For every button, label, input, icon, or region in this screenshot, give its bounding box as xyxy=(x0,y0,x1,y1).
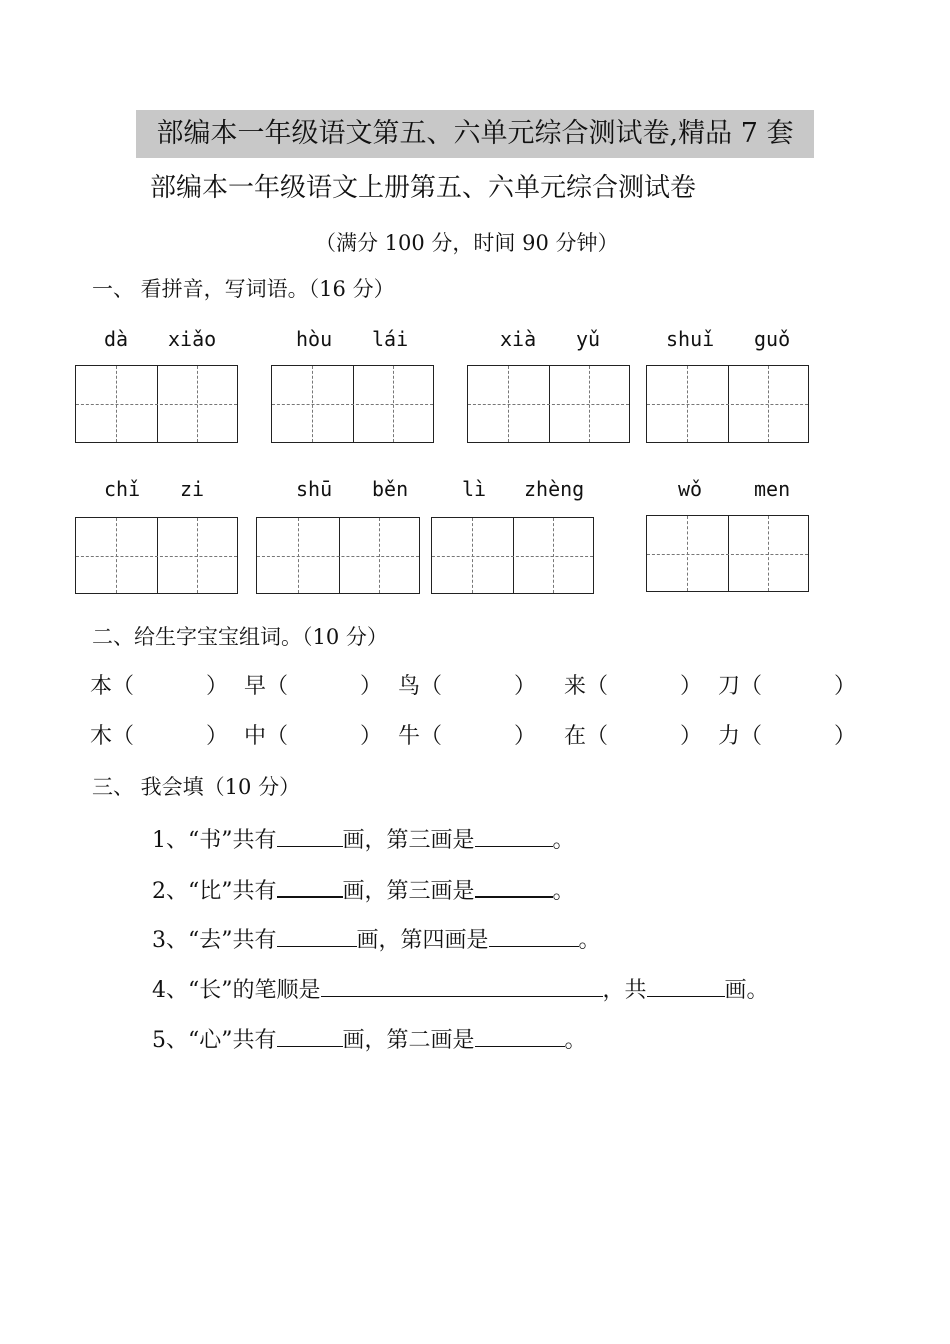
word-item: ） xyxy=(360,674,383,699)
fill-item-text: 。 xyxy=(552,879,575,904)
fill-item-text: 画，第四画是 xyxy=(356,928,489,953)
word-item: ） xyxy=(680,724,703,749)
fill-item-text: 4、“长”的笔顺是 xyxy=(152,978,321,1003)
answer-blank[interactable] xyxy=(647,972,725,997)
fill-item-text: 3、“去”共有 xyxy=(152,928,277,953)
pinyin: zhèng xyxy=(524,477,585,501)
answer-blank[interactable] xyxy=(475,822,553,847)
fill-item-text: 。 xyxy=(564,1028,587,1053)
pinyin: men xyxy=(754,477,791,501)
fill-item xyxy=(152,972,769,1006)
pinyin: lì xyxy=(462,477,487,501)
answer-blank[interactable] xyxy=(475,872,553,898)
writing-grid[interactable] xyxy=(256,517,420,594)
word-item: 中（ xyxy=(244,724,289,749)
pinyin: xià xyxy=(500,327,537,351)
pinyin: shuǐ xyxy=(666,327,715,351)
word-item: ） xyxy=(834,724,857,749)
pinyin: wǒ xyxy=(678,477,703,501)
pinyin: yǔ xyxy=(576,327,601,351)
answer-blank[interactable] xyxy=(489,922,579,947)
fill-item-text: 1、“书”共有 xyxy=(152,828,277,853)
fill-item-text: 。 xyxy=(578,928,601,953)
writing-grid[interactable] xyxy=(646,515,809,592)
pinyin: lái xyxy=(372,327,409,351)
section1-heading: 一、 看拼音，写词语。（16 分） xyxy=(92,277,395,301)
pinyin: xiǎo xyxy=(168,327,217,351)
word-item: ） xyxy=(514,674,537,699)
word-item: 牛（ xyxy=(398,724,443,749)
answer-blank[interactable] xyxy=(277,872,343,898)
word-item: ） xyxy=(206,724,229,749)
fill-item-text: 2、“比”共有 xyxy=(152,879,277,904)
word-item: 本（ xyxy=(90,674,135,699)
fill-item-text: 画，第三画是 xyxy=(342,879,475,904)
fill-item-text: 。 xyxy=(552,828,575,853)
section3-heading: 三、 我会填（10 分） xyxy=(92,775,301,799)
word-item: ） xyxy=(206,674,229,699)
writing-grid[interactable] xyxy=(431,517,594,594)
word-item: 来（ xyxy=(564,674,609,699)
fill-item-text: 画，第二画是 xyxy=(342,1028,475,1053)
word-item: ） xyxy=(680,674,703,699)
word-item: ） xyxy=(360,724,383,749)
banner-title: 部编本一年级语文第五、六单元综合测试卷,精品 7 套 xyxy=(136,110,814,158)
word-item: 在（ xyxy=(564,724,609,749)
section2-heading: 二、给生字宝宝组词。（10 分） xyxy=(92,625,388,649)
fill-item-text: 画，第三画是 xyxy=(342,828,475,853)
fill-item-text: 5、“心”共有 xyxy=(152,1028,277,1053)
fill-item-text: ，共 xyxy=(602,978,647,1003)
pinyin: běn xyxy=(372,477,409,501)
answer-blank[interactable] xyxy=(277,822,343,847)
fill-item xyxy=(152,872,575,907)
pinyin: hòu xyxy=(296,327,333,351)
pinyin: guǒ xyxy=(754,327,791,351)
word-item: 早（ xyxy=(244,674,289,699)
pinyin: shū xyxy=(296,477,333,501)
answer-blank[interactable] xyxy=(277,1022,343,1047)
answer-blank[interactable] xyxy=(475,1022,565,1047)
fill-item xyxy=(152,822,575,856)
score-time-info: （满分 100 分，时间 90 分钟） xyxy=(315,231,619,255)
word-item: 刀（ xyxy=(718,674,763,699)
pinyin: dà xyxy=(104,327,129,351)
writing-grid[interactable] xyxy=(646,365,809,443)
pinyin: zi xyxy=(180,477,205,501)
pinyin: chǐ xyxy=(104,477,141,501)
word-item: ） xyxy=(834,674,857,699)
answer-blank[interactable] xyxy=(277,922,357,947)
writing-grid[interactable] xyxy=(467,365,630,443)
writing-grid[interactable] xyxy=(75,517,238,594)
fill-item-text: 画。 xyxy=(724,978,769,1003)
fill-item xyxy=(152,1022,587,1056)
fill-item xyxy=(152,922,601,956)
word-item: 木（ xyxy=(90,724,135,749)
writing-grid[interactable] xyxy=(75,365,238,443)
page-title: 部编本一年级语文上册第五、六单元综合测试卷 xyxy=(150,173,697,203)
word-item: 力（ xyxy=(718,724,763,749)
word-item: 鸟（ xyxy=(398,674,443,699)
word-item: ） xyxy=(514,724,537,749)
writing-grid[interactable] xyxy=(271,365,434,443)
answer-blank[interactable] xyxy=(321,972,603,997)
